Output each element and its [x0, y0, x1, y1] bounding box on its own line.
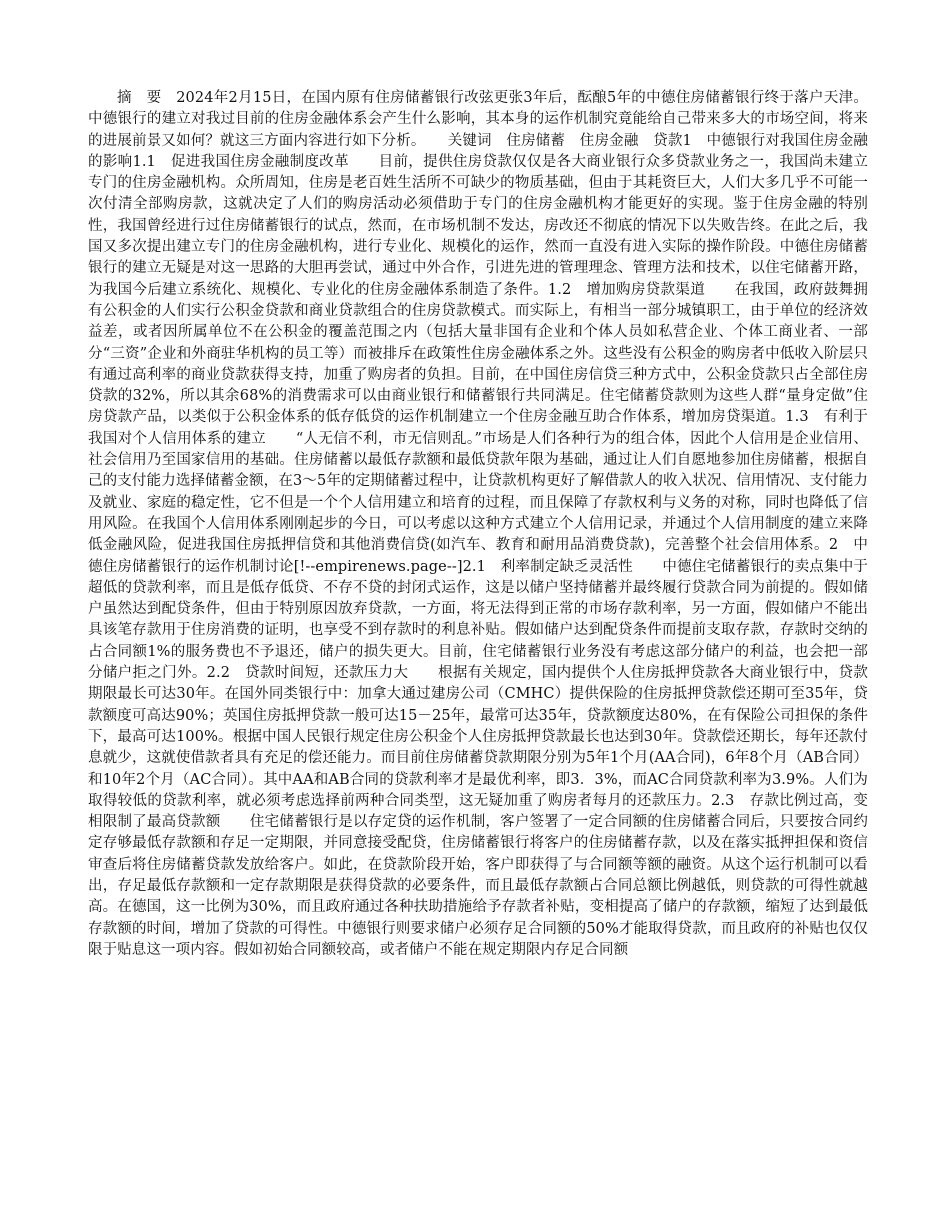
article-body: 摘 要 2024年2月15日，在国内原有住房储蓄银行改弦更张3年后，酝酿5年的中德住房储蓄银行终于落户天津。中德银行的建立对我过目前的住房金融体系会产生什么影响，其本身的运作机制究竟能给自己带来多大的市场空间，将来的进展前景又如何？就这三方面内容进行如下分析。 关键词 住房储蓄 住房金融 贷款1 中德银行对我国住房金融的影响1.1 促进我国住房金融制度改革 目前，提供住房贷款仅仅是各大商业银行众多贷款业务之一，我国尚未建立专门的住房金融机构。众所周知，住房是老百姓生活所不可缺少的物质基础，但由于其耗资巨大，人们大多几乎不可能一次付清全部购房款，这就决定了人们的购房活动必须借助于专门的住房金融机构才能更好的实现。鉴于住房金融的特别性，我国曾经进行过住房储蓄银行的试点，然而，在市场机制不发达，房改还不彻底的情况下以失败告终。在此之后，我国又多次提出建立专门的住房金融机构，进行专业化、规模化的运作，然而一直没有进入实际的操作阶段。中德住房储蓄银行的建立无疑是对这一思路的大胆再尝试，通过中外合作，引进先进的管理理念、管理方法和技术，以住宅储蓄开路，为我国今后建立系统化、规模化、专业化的住房金融体系制造了条件。1.2 增加购房贷款渠道 在我国，政府鼓舞拥有公积金的人们实行公积金贷款和商业贷款组合的住房贷款模式。而实际上，有相当一部分城镇职工，由于单位的经济效益差，或者因所属单位不在公积金的覆盖范围之内（包括大量非国有企业和个体人员如私营企业、个体工商业者、一部分“三资”企业和外商驻华机构的员工等）而被排斥在政策性住房金融体系之外。这些没有公积金的购房者中低收入阶层只有通过高利率的商业贷款获得支持，加重了购房者的负担。目前，在中国住房信贷三种方式中，公积金贷款只占全部住房贷款的32%，所以其余68%的消费需求可以由商业银行和储蓄银行共同满足。住宅储蓄贷款则为这些人群“量身定做”住房贷款产品，以类似于公积金体系的低存低贷的运作机制建立一个住房金融互助合作体系，增加房贷渠道。1.3 有利于我国对个人信用体系的建立 “人无信不利，市无信则乱。”市场是人们各种行为的组合体，因此个人信用是企业信用、社会信用乃至国家信用的基础。住房储蓄以最低存款额和最低贷款年限为基础，通过让人们自愿地参加住房储蓄，根据自己的支付能力选择储蓄金额，在3～5年的定期储蓄过程中，让贷款机构更好了解借款人的收入状况、信用情况、支付能力及就业、家庭的稳定性，它不但是一个个人信用建立和培育的过程，而且保障了存款权利与义务的对称，同时也降低了信用风险。在我国个人信用体系刚刚起步的今日，可以考虑以这种方式建立个人信用记录，并通过个人信用制度的建立来降低金融风险，促进我国住房抵押信贷和其他消费信贷(如汽车、教育和耐用品消费贷款)，完善整个社会信用体系。2 中德住房储蓄银行的运作机制讨论[!--empirenews.page--]2.1 利率制定缺乏灵活性 中德住宅储蓄银行的卖点集中于超低的贷款利率，而且是低存低贷、不存不贷的封闭式运作，这是以储户坚持储蓄并最终履行贷款合同为前提的。假如储户虽然达到配贷条件，但由于特别原因放弃贷款，一方面，将无法得到正常的市场存款利率，另一方面，假如储户不能出具该笔存款用于住房消费的证明，也享受不到存款时的利息补贴。假如储户达到配贷条件而提前支取存款，存款时交纳的占合同额1%的服务费也不予退还，储户的损失更大。目前，住宅储蓄银行业务没有考虑这部分储户的利益，也会把一部分储户拒之门外。2.2 贷款时间短，还款压力大 根据有关规定，国内提供个人住房抵押贷款各大商业银行中，贷款期限最长可达30年。在国外同类银行中：加拿大通过建房公司（CMHC）提供保险的住房抵押贷款偿还期可至35年，贷款额度可高达90%；英国住房抵押贷款一般可达15－25年，最常可达35年，贷款额度达80%，在有保险公司担保的条件下，最高可达100%。根据中国人民银行规定住房公积金个人住房抵押贷款最长也达到30年。贷款偿还期长，每年还款付息就少，这就使借款者具有充足的偿还能力。而目前住房储蓄贷款期限分别为5年1个月(AA合同)，6年8个月（AB合同）和10年2个月（AC合同）。其中AA和AB合同的贷款利率才是最优利率，即3．3%，而AC合同贷款利率为3.9%。人们为取得较低的贷款利率，就必须考虑选择前两种合同类型，这无疑加重了购房者每月的还款压力。2.3 存款比例过高，变相限制了最高贷款额 住宅储蓄银行是以存定贷的运作机制，客户签署了一定合同额的住房储蓄合同后，只要按合同约定存够最低存款额和存足一定期限，并同意接受配贷，住房储蓄银行将客户的住房储蓄存款，以及在落实抵押担保和资信审查后将住房储蓄贷款发放给客户。如此，在贷款阶段开始，客户即获得了与合同额等额的融资。从这个运行机制可以看出，存足最低存款额和一定存款期限是获得贷款的必要条件，而且最低存款额占合同总额比例越低，则贷款的可得性就越高。在德国，这一比例为30%，而且政府通过各种扶助措施给予存款者补贴，变相提高了储户的存款额，缩短了达到最低存款额的时间，增加了贷款的可得性。中德银行则要求储户必须存足合同额的50%才能取得贷款，而且政府的补贴也仅仅限于贴息这一项内容。假如初始合同额较高，或者储户不能在规定期限内存足合同额 [88, 90, 868, 958]
document-page [88, 88, 868, 961]
